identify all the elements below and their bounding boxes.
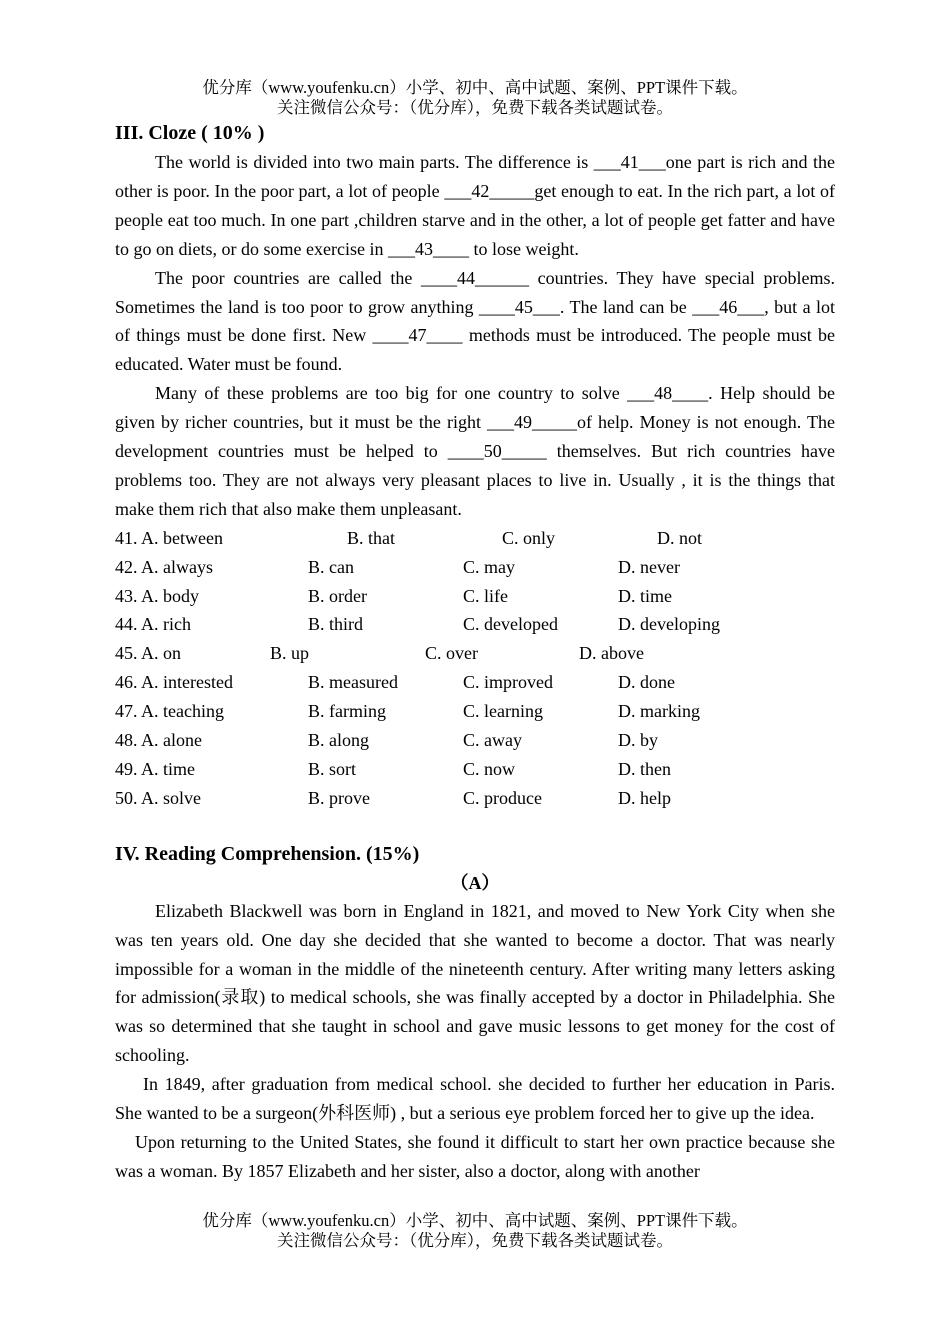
option-c: C. developed: [463, 614, 558, 635]
option-row-41: [115, 524, 835, 553]
document-body: [115, 118, 835, 1186]
option-a: 44. A. rich: [115, 614, 191, 635]
reading-paragraph-1: Elizabeth Blackwell was born in England in 1821, and moved to New York City when she was ten years old. One day she decided that she wanted to become a doctor. That was nearly impossible for a woman in the middle of the nineteenth century. After writing many letters asking for admission(录取) to medical schools, she was finally accepted by a doctor in Philadelphia. She was so determined that she taught in school and gave music lessons to get money for the cost of schooling.: [115, 900, 835, 1066]
option-b: B. that: [347, 527, 395, 548]
reading-paragraph-3: Upon returning to the United States, she found it difficult to start her own practice because she was a woman. By 1857 Elizabeth and her sister, also a doctor, along with another: [115, 1131, 835, 1181]
option-a: 48. A. alone: [115, 730, 202, 751]
option-row-44: [115, 610, 835, 639]
cloze-paragraph-2: The poor countries are called the ____44______ countries. They have special problems. Sometimes the land is too poor to grow anything ____45___. The land can be ___46___, but a lot of things must be done first. New ____47____ methods must be introduced. The people must be educated. Water must be found.: [115, 267, 835, 375]
cloze-title: III. Cloze ( 10% ): [115, 122, 265, 144]
option-c: C. improved: [463, 672, 553, 693]
option-row-50: [115, 784, 835, 813]
option-row-45: [115, 639, 835, 668]
option-a: 46. A. interested: [115, 672, 233, 693]
option-b: B. measured: [308, 672, 398, 693]
cloze-paragraph-3: Many of these problems are too big for one country to solve ___48____. Help should be given by richer countries, but it must be the right ___49_____of help. Money is not enough. The development countries must be helped to ____50_____ themselves. But rich countries have problems too. They are not always very pleasant places to live in. Usually , it is the things that make them rich that also make them unpleasant.: [115, 383, 835, 519]
option-c: C. now: [463, 758, 516, 779]
option-row-48: [115, 726, 835, 755]
option-b: B. prove: [308, 787, 370, 808]
option-c: C. learning: [463, 701, 543, 722]
option-d: D. never: [618, 556, 680, 577]
option-a: 45. A. on: [115, 643, 182, 664]
option-a: 43. A. body: [115, 585, 200, 606]
option-a: 50. A. solve: [115, 787, 202, 808]
option-row-47: [115, 697, 835, 726]
option-b: B. can: [308, 556, 354, 577]
header-banner: [0, 78, 950, 118]
banner-line-2: 关注微信公众号：（优分库），免费下载各类试题试卷。: [277, 1231, 673, 1250]
banner-line-2: 关注微信公众号：（优分库），免费下载各类试题试卷。: [277, 98, 673, 117]
option-c: C. over: [425, 643, 478, 664]
option-row-46: [115, 668, 835, 697]
banner-line-1: 优分库（www.youfenku.cn）小学、初中、高中试题、案例、PPT课件下载。: [202, 1211, 748, 1230]
option-row-42: [115, 553, 835, 582]
option-d: D. developing: [618, 614, 720, 635]
option-c: C. produce: [463, 787, 542, 808]
option-a: 49. A. time: [115, 758, 195, 779]
option-c: C. away: [463, 730, 522, 751]
option-c: C. life: [463, 585, 508, 606]
reading-paragraph-2: In 1849, after graduation from medical school. she decided to further her education in Paris. She wanted to be a surgeon(外科医师) , but a serious eye problem forced her to give up the idea.: [115, 1074, 835, 1124]
option-d: D. marking: [618, 701, 700, 722]
option-b: B. farming: [308, 701, 386, 722]
option-c: C. only: [502, 527, 556, 548]
option-d: D. done: [618, 672, 675, 693]
footer-banner: [0, 1211, 950, 1251]
option-d: D. time: [618, 585, 672, 606]
option-a: 42. A. always: [115, 556, 213, 577]
option-d: D. above: [579, 643, 644, 664]
banner-line-1: 优分库（www.youfenku.cn）小学、初中、高中试题、案例、PPT课件下载。: [202, 78, 748, 97]
option-d: D. help: [618, 787, 671, 808]
cloze-options: [115, 524, 835, 813]
option-d: D. then: [618, 758, 671, 779]
option-b: B. order: [308, 585, 367, 606]
option-d: D. not: [657, 527, 702, 548]
option-row-49: [115, 755, 835, 784]
option-row-43: [115, 582, 835, 611]
option-d: D. by: [618, 730, 658, 751]
option-b: B. along: [308, 730, 369, 751]
reading-part-label: （A）: [450, 872, 500, 893]
reading-title: IV. Reading Comprehension. (15%): [115, 842, 420, 865]
option-a: 41. A. between: [115, 527, 223, 548]
option-b: B. sort: [308, 758, 357, 779]
option-b: B. third: [308, 614, 364, 635]
option-b: B. up: [270, 643, 310, 664]
option-a: 47. A. teaching: [115, 701, 224, 722]
option-c: C. may: [463, 556, 515, 577]
cloze-paragraph-1: The world is divided into two main parts. The difference is ___41___one part is rich and the other is poor. In the poor part, a lot of people ___42_____get enough to eat. In the rich part, a lot of people eat too much. In one part ,children starve and in the other, a lot of people get fatter and have to go on diets, or do some exercise in ___43____ to lose weight.: [115, 152, 835, 259]
